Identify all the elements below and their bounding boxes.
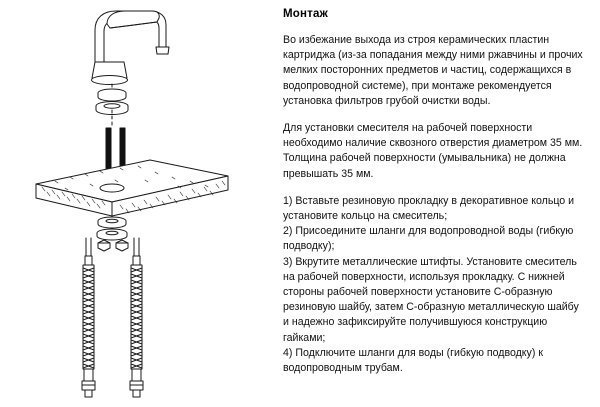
worktop-slab [36, 160, 228, 216]
faucet-body-group [92, 11, 170, 85]
paragraph-mounting-requirements: Для установки смесителя на рабочей поверхности необходимо наличие сквозного отверстия диаметром 35 мм. Толщина рабочей поверхности (умывальника) не должна превышать 35 мм. [283, 122, 583, 180]
installation-step-4: 4) Подключите шланги для воды (гибкую подводку) к водопроводным трубам. [283, 346, 543, 375]
paragraph-filter-recommendation: Во избежание выхода из строя керамических пластин картриджа (из-за попадания между ними ржавчины и прочих мелких посторонних предметов и частиц, содержащихся в водопроводной системе), при монтаже рекомендуется установка фильтров грубой очистки воды. [283, 34, 583, 107]
installation-step-2: 2) Присоедините шланги для водопроводной воды (гибкую подводку); [283, 225, 574, 253]
installation-step-1: 1) Вставьте резиновую прокладку в декоративное кольцо и установите кольцо на смеситель; [283, 194, 575, 223]
left-hose-braid [83, 265, 94, 369]
installation-step-3: 3) Вкрутите металлические штифты. Установите смеситель на рабочей поверхности, используя прокладку. С нижней стороны рабочей поверхности установите С-образную резиновую шайбу, затем С-образную металлическую шайбу и надежно зафиксируйте получившуюся конструкцию гайками; [283, 255, 579, 344]
faucet-mounting-exploded-diagram [0, 0, 272, 407]
fixing-nuts [98, 240, 128, 251]
flexible-hoses-group [82, 238, 143, 397]
installation-steps-list [283, 194, 583, 376]
right-hose-braid [131, 265, 142, 369]
instruction-text-column [283, 8, 583, 376]
section-title: Монтаж [283, 8, 328, 20]
washers-group [97, 217, 128, 251]
